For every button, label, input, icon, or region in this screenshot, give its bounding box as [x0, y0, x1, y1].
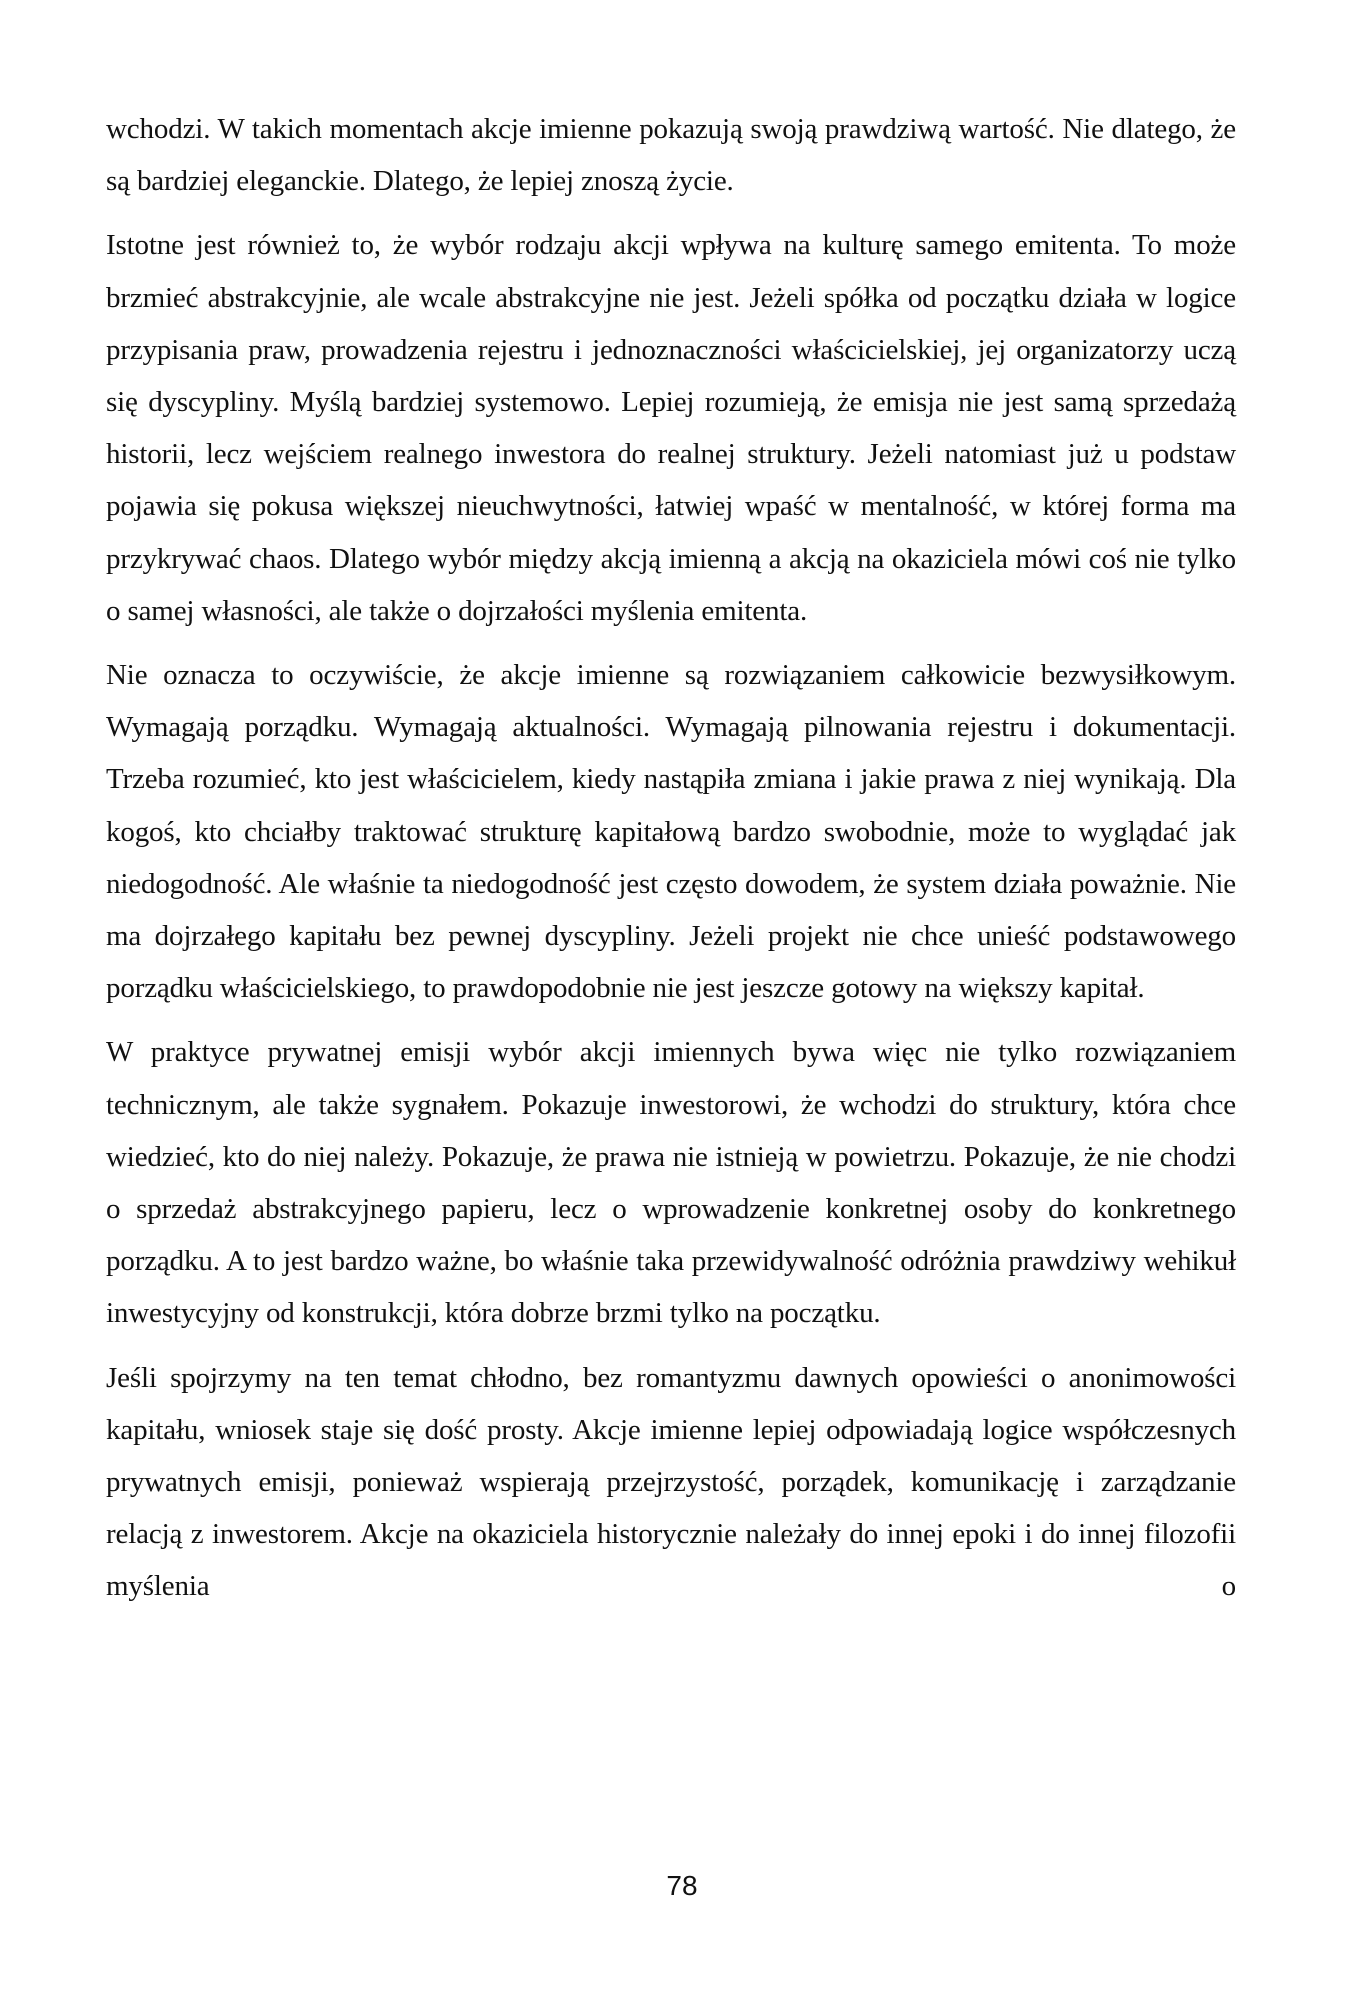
paragraph: W praktyce prywatnej emisji wybór akcji imiennych bywa więc nie tylko rozwiązaniem technicznym, ale także sygnałem. Pokazuje inwestorowi, że wchodzi do struktury, która chce wiedzieć, kto do niej należy. Pokazuje, że prawa nie istnieją w powietrzu. Pokazuje, że nie chodzi o sprzedaż abstrakcyjnego papieru, lecz o wprowadzenie konkretnej osoby do konkretnego porządku. A to jest bardzo ważne, bo właśnie taka przewidywalność odróżnia prawdziwy wehikuł inwestycyjny od konstrukcji, która dobrze brzmi tylko na początku.	[106, 1036, 1236, 1330]
paragraph: Istotne jest również to, że wybór rodzaju akcji wpływa na kulturę samego emitenta. To może brzmieć abstrakcyjnie, ale wcale abstrakcyjne nie jest. Jeżeli spółka od początku działa w logice przypisania praw, prowadzenia rejestru i jednoznaczności właścicielskiej, jej organizatorzy uczą się dyscypliny. Myślą bardziej systemowo. Lepiej rozumieją, że emisja nie jest samą sprzedażą historii, lecz wejściem realnego inwestora do realnej struktury. Jeżeli natomiast już u podstaw pojawia się pokusa większej nieuchwytności, łatwiej wpaść w mentalność, w której forma ma przykrywać chaos. Dlatego wybór między akcją imienną a akcją na okaziciela mówi coś nie tylko o samej własności, ale także o dojrzałości myślenia emitenta.	[106, 229, 1236, 627]
paragraph: Nie oznacza to oczywiście, że akcje imienne są rozwiązaniem całkowicie bezwysiłkowym. Wymagają porządku. Wymagają aktualności. Wymagają pilnowania rejestru i dokumentacji. Trzeba rozumieć, kto jest właścicielem, kiedy nastąpiła zmiana i jakie prawa z niej wynikają. Dla kogoś, kto chciałby traktować strukturę kapitałową bardzo swobodnie, może to wyglądać jak niedogodność. Ale właśnie ta niedogodność jest często dowodem, że system działa poważnie. Nie ma dojrzałego kapitału bez pewnej dyscypliny. Jeżeli projekt nie chce unieść podstawowego porządku właścicielskiego, to prawdopodobnie nie jest jeszcze gotowy na większy kapitał.	[106, 659, 1236, 1005]
paragraph: Jeśli spojrzymy na ten temat chłodno, bez romantyzmu dawnych opowieści o anonimowości kapitału, wniosek staje się dość prosty. Akcje imienne lepiej odpowiadają logice współczesnych prywatnych emisji, ponieważ wspierają przejrzystość, porządek, komunikację i zarządzanie relacją z inwestorem. Akcje na okaziciela historycznie należały do innej epoki i do innej filozofii myślenia o	[106, 1361, 1236, 1603]
page-body	[106, 103, 1236, 1625]
page-number: 78	[666, 1870, 698, 1901]
paragraph: wchodzi. W takich momentach akcje imienne pokazują swoją prawdziwą wartość. Nie dlatego, że są bardziej eleganckie. Dlatego, że lepiej znoszą życie.	[106, 113, 1236, 198]
